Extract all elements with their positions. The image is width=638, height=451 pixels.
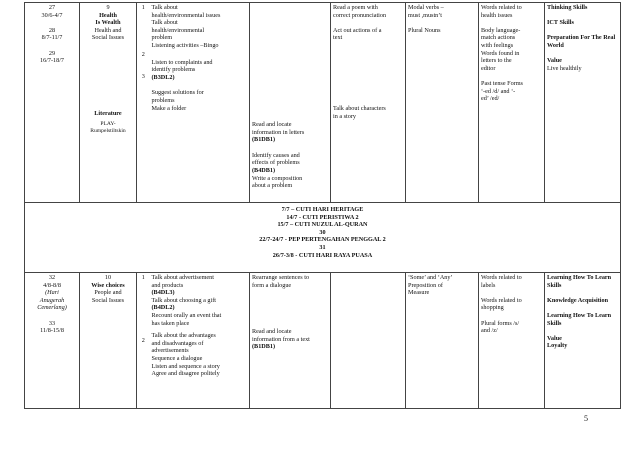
week-number: 29 [48, 49, 56, 57]
holiday-line: 22/7-24/7 - PEP PERTENGAHAN PENGGAL 2 [259, 236, 386, 244]
week-number: 33 [48, 319, 56, 327]
reading-text: effects of problems [252, 159, 300, 167]
vocabulary-text: ed’ /ed/ [481, 95, 500, 103]
vocabulary-text: Words found in [481, 49, 520, 57]
vocabulary-cell [479, 273, 545, 409]
activity-text: Listen to complaints and [151, 58, 213, 66]
week-cell [25, 3, 80, 203]
activity-text: Agree and disagree politely [151, 370, 220, 378]
literature-activity: correct pronunciation [333, 11, 387, 19]
week-number: 32 [48, 274, 56, 281]
lesson-number: 2 [141, 336, 145, 344]
week-event: Anugerah [39, 296, 65, 304]
theme-cell [80, 273, 137, 409]
lesson-number-cell [137, 3, 150, 203]
literature-cell [331, 273, 406, 409]
skill-heading: Preparation For The Real World [547, 34, 616, 49]
activity-text: Listening activities –Bingo [151, 41, 219, 49]
reading-text: Rearrange sentences to [252, 274, 310, 281]
week-dates: 8/7-11/7 [41, 34, 63, 42]
vocabulary-text: labels [481, 281, 496, 289]
week-dates: 11/8-15/8 [40, 327, 64, 335]
lesson-number-cell [137, 273, 150, 409]
vocabulary-text: match actions [481, 34, 516, 42]
vocabulary-text: letters to the [481, 57, 512, 65]
vocabulary-text: with feelings [481, 41, 514, 49]
activity-text: problem [151, 34, 173, 42]
value-text: Live healthily [547, 64, 582, 72]
activity-code: (B4DL2) [151, 304, 175, 312]
reading-text: information from a text [252, 335, 310, 343]
vocabulary-text: Words related to [481, 296, 522, 304]
week-row-32-33 [25, 273, 621, 409]
week-row-27-29 [25, 3, 621, 203]
lesson-number: 2 [141, 50, 145, 58]
literature-activity: in a story [333, 112, 357, 120]
activity-text: Talk about the advantages [151, 332, 216, 340]
vocabulary-text: Words related to [481, 4, 522, 11]
activity-text: Talk about advertisement [151, 274, 214, 281]
activity-text: identify problems [151, 66, 196, 74]
week-cell [25, 273, 80, 409]
skills-cell [545, 3, 621, 203]
activity-text: health/environmental issues [151, 11, 221, 19]
vocabulary-text: Words related to [481, 274, 522, 281]
unit-number: 10 [104, 274, 112, 281]
activity-text: and disadvantages of [151, 339, 204, 347]
skill-heading: Learning How To Learn Skills [547, 274, 612, 289]
theme-name: People and [94, 289, 122, 297]
week-number: 27 [48, 4, 56, 11]
activity-text: Recount orally an event that [151, 311, 222, 319]
value-text: Loyalty [547, 342, 568, 350]
holiday-line: 31 [319, 243, 326, 251]
vocabulary-text: editor [481, 64, 496, 72]
lesson-number: 1 [141, 274, 145, 281]
reading-text: Write a composition [252, 174, 303, 182]
listening-speaking-cell [150, 273, 250, 409]
unit-title: Wise choices [91, 281, 125, 289]
holiday-line: 15/7 – CUTI NUZUL AL-QURAN [277, 221, 368, 229]
holiday-cell [25, 203, 621, 273]
grammar-text: Preposition of [408, 281, 443, 289]
reading-text: Read and locate [252, 121, 292, 128]
activity-text: Talk about [151, 4, 178, 11]
grammar-cell [406, 3, 479, 203]
activity-text: advertisements [151, 347, 189, 355]
holiday-line: 30 [319, 228, 326, 236]
activity-code: (B3DL2) [151, 73, 175, 81]
reading-code: (B1DB1) [252, 136, 276, 144]
value-label: Value [547, 57, 562, 65]
grammar-cell [406, 273, 479, 409]
listening-speaking-cell [150, 3, 250, 203]
unit-title: Health [99, 11, 117, 19]
theme-cell [80, 3, 137, 203]
literature-text: PLAY- [100, 120, 116, 127]
week-event: (Hari [45, 289, 59, 297]
reading-code: (B4DB1) [252, 166, 276, 174]
activity-text: has taken place [151, 319, 190, 327]
skills-cell [545, 273, 621, 409]
activity-text: and products [151, 281, 184, 289]
reading-cell [250, 273, 331, 409]
holiday-line: 26/7-3/8 - CUTI HARI RAYA PUASA [272, 251, 373, 259]
reading-code: (B1DB1) [252, 343, 276, 351]
activity-text: health/environmental [151, 26, 205, 34]
week-number: 28 [48, 26, 56, 34]
literature-activity: Talk about characters [333, 104, 386, 112]
vocabulary-text: ‘-ed /d/ and ‘- [481, 87, 516, 95]
week-dates: 30/6-4/7 [41, 11, 63, 19]
activity-text: Suggest solutions for [151, 89, 204, 97]
reading-text: form a dialogue [252, 281, 292, 289]
vocabulary-text: health issues [481, 11, 513, 19]
vocabulary-text: Plural forms /s/ [481, 319, 520, 327]
reading-text: about a problem [252, 182, 293, 190]
grammar-text: ‘Some’ and ‘Any’ [408, 274, 453, 281]
grammar-text: must ,mustn’t [408, 11, 442, 19]
activity-code: (B4DL3) [151, 289, 175, 297]
reading-cell [250, 3, 331, 203]
grammar-text: Modal verbs – [408, 4, 444, 11]
lesson-number: 3 [141, 73, 145, 81]
week-dates: 16/7-18/7 [39, 57, 65, 65]
reading-text: Identify causes and [252, 151, 300, 159]
grammar-text: Measure [408, 289, 430, 297]
value-label: Value [547, 334, 562, 342]
activity-text: Sequence a dialogue [151, 354, 203, 362]
week-event: Cemerlang) [37, 304, 67, 312]
reading-text: information in letters [252, 128, 305, 136]
week-dates: 4/8-8/8 [43, 281, 61, 289]
skill-heading: Thinking Skills [547, 4, 588, 11]
unit-number: 9 [106, 4, 110, 11]
reading-text: Read and locate [252, 328, 292, 336]
grammar-text: Plural Nouns [408, 26, 441, 34]
vocabulary-cell [479, 3, 545, 203]
vocabulary-text: and /z/ [481, 327, 498, 335]
literature-cell [331, 3, 406, 203]
activity-text: Make a folder [151, 104, 187, 112]
holiday-line: 14/7 - CUTI PERISTIWA 2 [286, 213, 359, 221]
holiday-line: 7/7 – CUTI HARI HERITAGE [281, 206, 364, 213]
literature-label: Literature [94, 109, 122, 117]
vocabulary-text: Body language- [481, 26, 521, 34]
vocabulary-text: shopping [481, 304, 504, 312]
skill-heading: Knowledge Acquisition [547, 296, 609, 304]
skill-heading: Learning How To Learn Skills [547, 311, 612, 327]
scheme-of-work-table [24, 2, 621, 409]
activity-text: Talk about [151, 19, 178, 27]
lesson-number: 1 [141, 4, 145, 11]
activity-text: problems [151, 96, 175, 104]
literature-activity: Read a poem with [333, 4, 378, 11]
page-number: 5 [584, 414, 588, 423]
unit-title: Is Wealth [95, 19, 121, 27]
skill-heading: ICT Skills [547, 19, 574, 27]
holiday-row [25, 203, 621, 273]
theme-name: Social Issues [91, 34, 125, 42]
vocabulary-text: Past tense Forms [481, 79, 523, 87]
theme-name: Health and [94, 26, 122, 34]
literature-activity: Act out actions of a [333, 26, 382, 34]
activity-text: Talk about choosing a gift [151, 296, 217, 304]
literature-activity: text [333, 34, 343, 42]
theme-name: Social Issues [91, 296, 125, 304]
literature-text: Rumpelstiltskin [90, 128, 126, 135]
activity-text: Listen and sequence a story [151, 362, 220, 370]
